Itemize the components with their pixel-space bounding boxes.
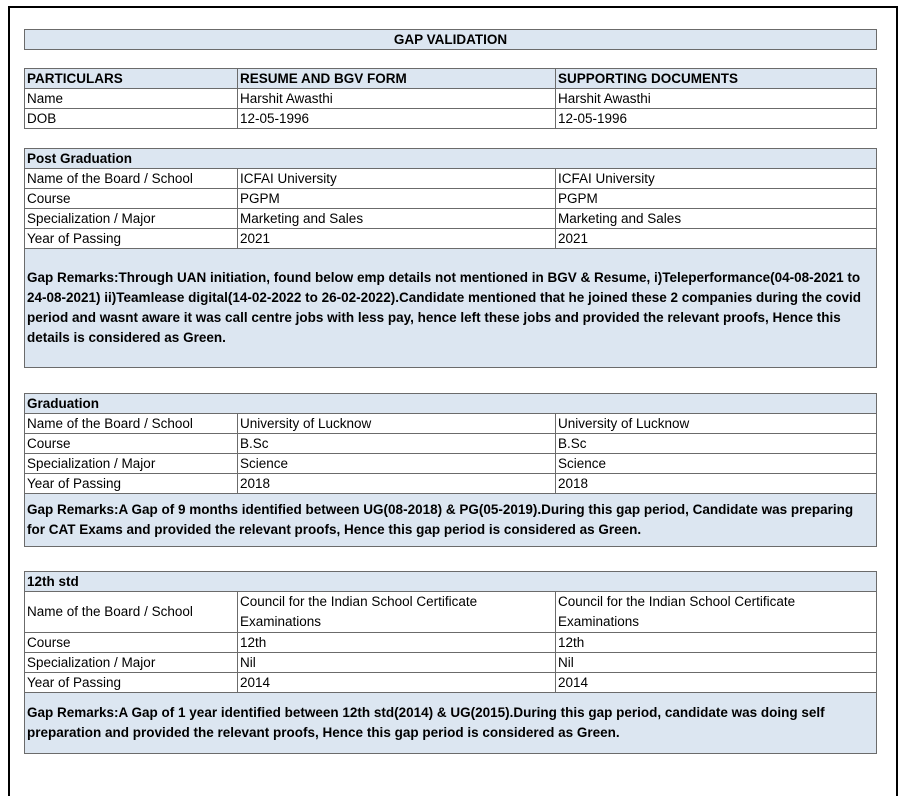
row-label: Name [25, 89, 238, 109]
row-label: Course [25, 633, 238, 653]
ug-heading: Graduation [25, 394, 877, 414]
row-resume: 2021 [238, 229, 556, 249]
pg-table [24, 148, 877, 368]
pg-heading: Post Graduation [25, 149, 877, 169]
row-resume: Marketing and Sales [238, 209, 556, 229]
row-resume: B.Sc [238, 434, 556, 454]
row-resume: Science [238, 454, 556, 474]
table-row [25, 169, 877, 189]
row-docs: 2014 [556, 673, 877, 693]
row-resume: Council for the Indian School Certificate Examinations [238, 592, 556, 633]
table-row [25, 434, 877, 454]
ug-table [24, 393, 877, 547]
row-resume: PGPM [238, 189, 556, 209]
row-docs: Marketing and Sales [556, 209, 877, 229]
identity-table [24, 68, 877, 129]
header-particulars: PARTICULARS [25, 69, 238, 89]
hs-table [24, 571, 877, 754]
row-docs: 2018 [556, 474, 877, 494]
row-resume: 2014 [238, 673, 556, 693]
row-label: Year of Passing [25, 673, 238, 693]
row-resume: 12th [238, 633, 556, 653]
row-resume: University of Lucknow [238, 414, 556, 434]
row-label: Year of Passing [25, 229, 238, 249]
row-docs: Harshit Awasthi [556, 89, 877, 109]
pg-remarks: Gap Remarks:Through UAN initiation, found below emp details not mentioned in BGV & Resume, i)Teleperformance(04-08-2021 to 24-08-2021) ii)Teamlease digital(14-02-2022 to 26-02-2022).Candidate mentioned that he joined these 2 companies during the covid period and wasnt aware it was call centre jobs with less pay, hence left these jobs and provided the relevant proofs, Hence this details is considered as Green. [25, 249, 877, 368]
table-row [25, 89, 877, 109]
header-row [25, 69, 877, 89]
row-resume: ICFAI University [238, 169, 556, 189]
row-docs: Science [556, 454, 877, 474]
row-label: Course [25, 434, 238, 454]
page-title: GAP VALIDATION [25, 30, 877, 50]
row-resume: 12-05-1996 [238, 109, 556, 129]
row-label: Name of the Board / School [25, 592, 238, 633]
row-docs: Nil [556, 653, 877, 673]
table-row [25, 633, 877, 653]
row-docs: Council for the Indian School Certificate Examinations [556, 592, 877, 633]
row-docs: University of Lucknow [556, 414, 877, 434]
row-resume: Nil [238, 653, 556, 673]
table-row [25, 229, 877, 249]
header-resume: RESUME AND BGV FORM [238, 69, 556, 89]
table-row [25, 209, 877, 229]
row-docs: B.Sc [556, 434, 877, 454]
row-label: Name of the Board / School [25, 169, 238, 189]
table-row [25, 592, 877, 633]
hs-remarks: Gap Remarks:A Gap of 1 year identified between 12th std(2014) & UG(2015).During this gap period, candidate was doing self preparation and provided the relevant proofs, Hence this gap period is considered as Green. [25, 693, 877, 754]
row-docs: 12th [556, 633, 877, 653]
table-row [25, 653, 877, 673]
hs-heading: 12th std [25, 572, 877, 592]
row-docs: ICFAI University [556, 169, 877, 189]
row-docs: PGPM [556, 189, 877, 209]
row-label: Specialization / Major [25, 209, 238, 229]
table-row [25, 189, 877, 209]
row-label: Specialization / Major [25, 454, 238, 474]
row-resume: 2018 [238, 474, 556, 494]
row-label: Specialization / Major [25, 653, 238, 673]
title-table [24, 29, 877, 50]
table-row [25, 109, 877, 129]
row-docs: 12-05-1996 [556, 109, 877, 129]
table-row [25, 454, 877, 474]
row-label: Course [25, 189, 238, 209]
table-row [25, 673, 877, 693]
row-docs: 2021 [556, 229, 877, 249]
row-label: DOB [25, 109, 238, 129]
header-docs: SUPPORTING DOCUMENTS [556, 69, 877, 89]
table-row [25, 414, 877, 434]
row-resume: Harshit Awasthi [238, 89, 556, 109]
row-label: Year of Passing [25, 474, 238, 494]
row-label: Name of the Board / School [25, 414, 238, 434]
ug-remarks: Gap Remarks:A Gap of 9 months identified between UG(08-2018) & PG(05-2019).During this gap period, Candidate was preparing for CAT Exams and provided the relevant proofs, Hence this gap period is considered as Green. [25, 494, 877, 547]
table-row [25, 474, 877, 494]
